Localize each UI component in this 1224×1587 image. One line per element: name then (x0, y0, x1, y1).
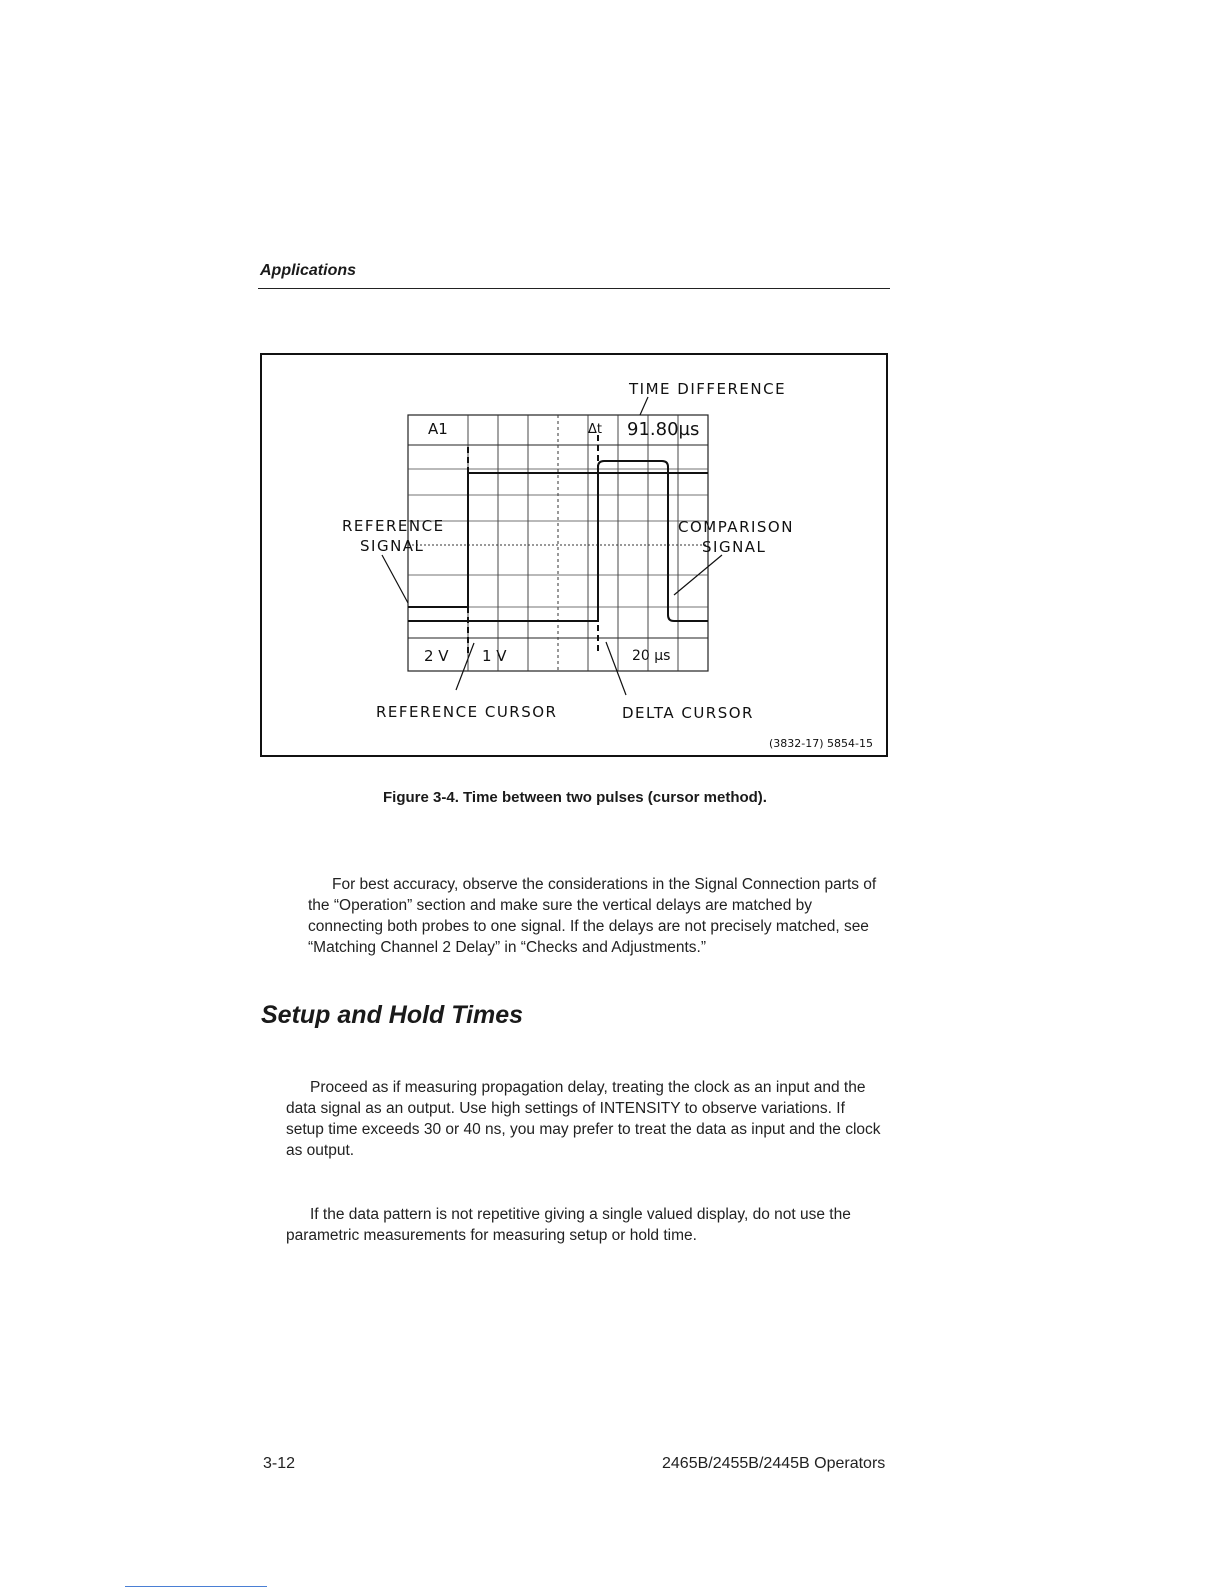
comparison-signal-label-line2: SIGNAL (702, 538, 767, 556)
figure-3-4 (260, 353, 888, 757)
reference-signal-pointer (382, 555, 408, 603)
delta-cursor-pointer (606, 642, 626, 695)
section-header: Applications (260, 262, 357, 279)
figure-id: (3832-17) 5854-15 (769, 737, 874, 750)
time-scale-readout: 20 µs (632, 648, 671, 664)
time-difference-pointer (640, 397, 648, 415)
delta-cursor-label: DELTA CURSOR (622, 704, 754, 722)
ch1-scale-readout: 2 V (424, 647, 449, 665)
reference-cursor-label: REFERENCE CURSOR (376, 703, 558, 721)
reference-signal-label-line2: SIGNAL (360, 537, 425, 555)
figure-caption: Figure 3-4. Time between two pulses (cursor method). (383, 789, 767, 806)
paragraph-data-pattern: If the data pattern is not repetitive giving a single valued display, do not use the parametric measurements for measuring setup or hold time. (286, 1206, 851, 1244)
graticule-vertical-lines (468, 415, 678, 671)
page-number: 3-12 (263, 1455, 296, 1472)
comparison-signal-trace (598, 461, 708, 621)
oscilloscope-diagram (262, 355, 890, 759)
channel-readout: A1 (428, 420, 448, 438)
delta-symbol: Δt (588, 422, 602, 437)
reference-signal-label-line1: REFERENCE (342, 517, 445, 535)
delta-time-readout: 91.80µs (627, 419, 700, 440)
paragraph-signal-connection: For best accuracy, observe the considerations in the Signal Connection parts of the “Operation” section and make sure the vertical delays are matched by connecting both probes to one signal. If the delays are not precisely matched, see “Matching Channel 2 Delay” in “Checks and Adjustments.” (308, 876, 877, 956)
manual-title-footer: 2465B/2455B/2445B Operators (662, 1455, 886, 1472)
paragraph-setup-hold: Proceed as if measuring propagation delay, treating the clock as an input and the data signal as an output. Use high settings of INTENSITY to observe variations. If setup time exceeds 30 or 40 ns, you may prefer to treat the data as input and the clock as output. (286, 1079, 881, 1159)
reference-cursor-pointer (456, 643, 474, 690)
ch2-scale-readout: 1 V (482, 647, 507, 665)
section-title: Setup and Hold Times (261, 1001, 524, 1029)
time-difference-label: TIME DIFFERENCE (629, 380, 787, 398)
comparison-signal-label-line1: COMPARISON (678, 518, 794, 536)
header-rule (258, 288, 890, 289)
